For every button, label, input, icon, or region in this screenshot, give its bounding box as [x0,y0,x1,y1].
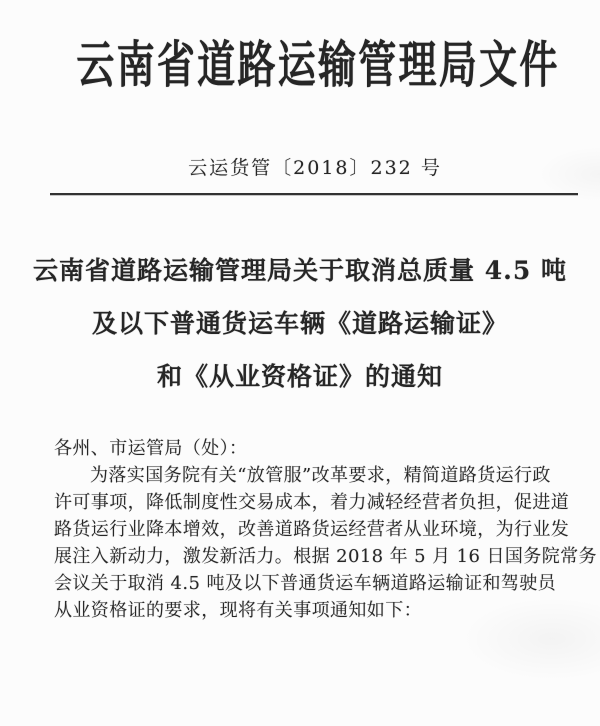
document-title [0,244,600,403]
document-body [54,435,597,624]
body-line: 从业资格证的要求，现将有关事项通知如下： [54,600,422,621]
body-line: 路货运行业降本增效，改善道路货运经营者从业环境，为行业发 [54,519,570,540]
body-line: 许可事项，降低制度性交易成本，着力减轻经营者负担，促进道 [54,492,570,513]
agency-masthead [0,35,600,94]
document-title-line-2: 及以下普通货运车辆《道路运输证》 [91,309,508,338]
body-line: 为落实国务院有关“放管服”改革要求，精简道路货运行政 [90,465,551,486]
body-line: 会议关于取消 4.5 吨及以下普通货运车辆道路运输证和驾驶员 [54,573,557,594]
document-number: 云运货管〔2018〕232 号 [188,157,442,179]
salutation: 各州、市运管局（处）： [54,438,248,459]
header-divider [50,193,578,195]
body-line: 展注入新动力，激发新活力。根据 2018 年 5 月 16 日国务院常务 [54,546,597,567]
document-title-line-1: 云南省道路运输管理局关于取消总质量 4.5 吨 [33,256,567,285]
agency-masthead-text: 云南省道路运输管理局文件 [76,35,560,94]
document-title-line-3: 和《从业资格证》的通知 [156,362,443,391]
